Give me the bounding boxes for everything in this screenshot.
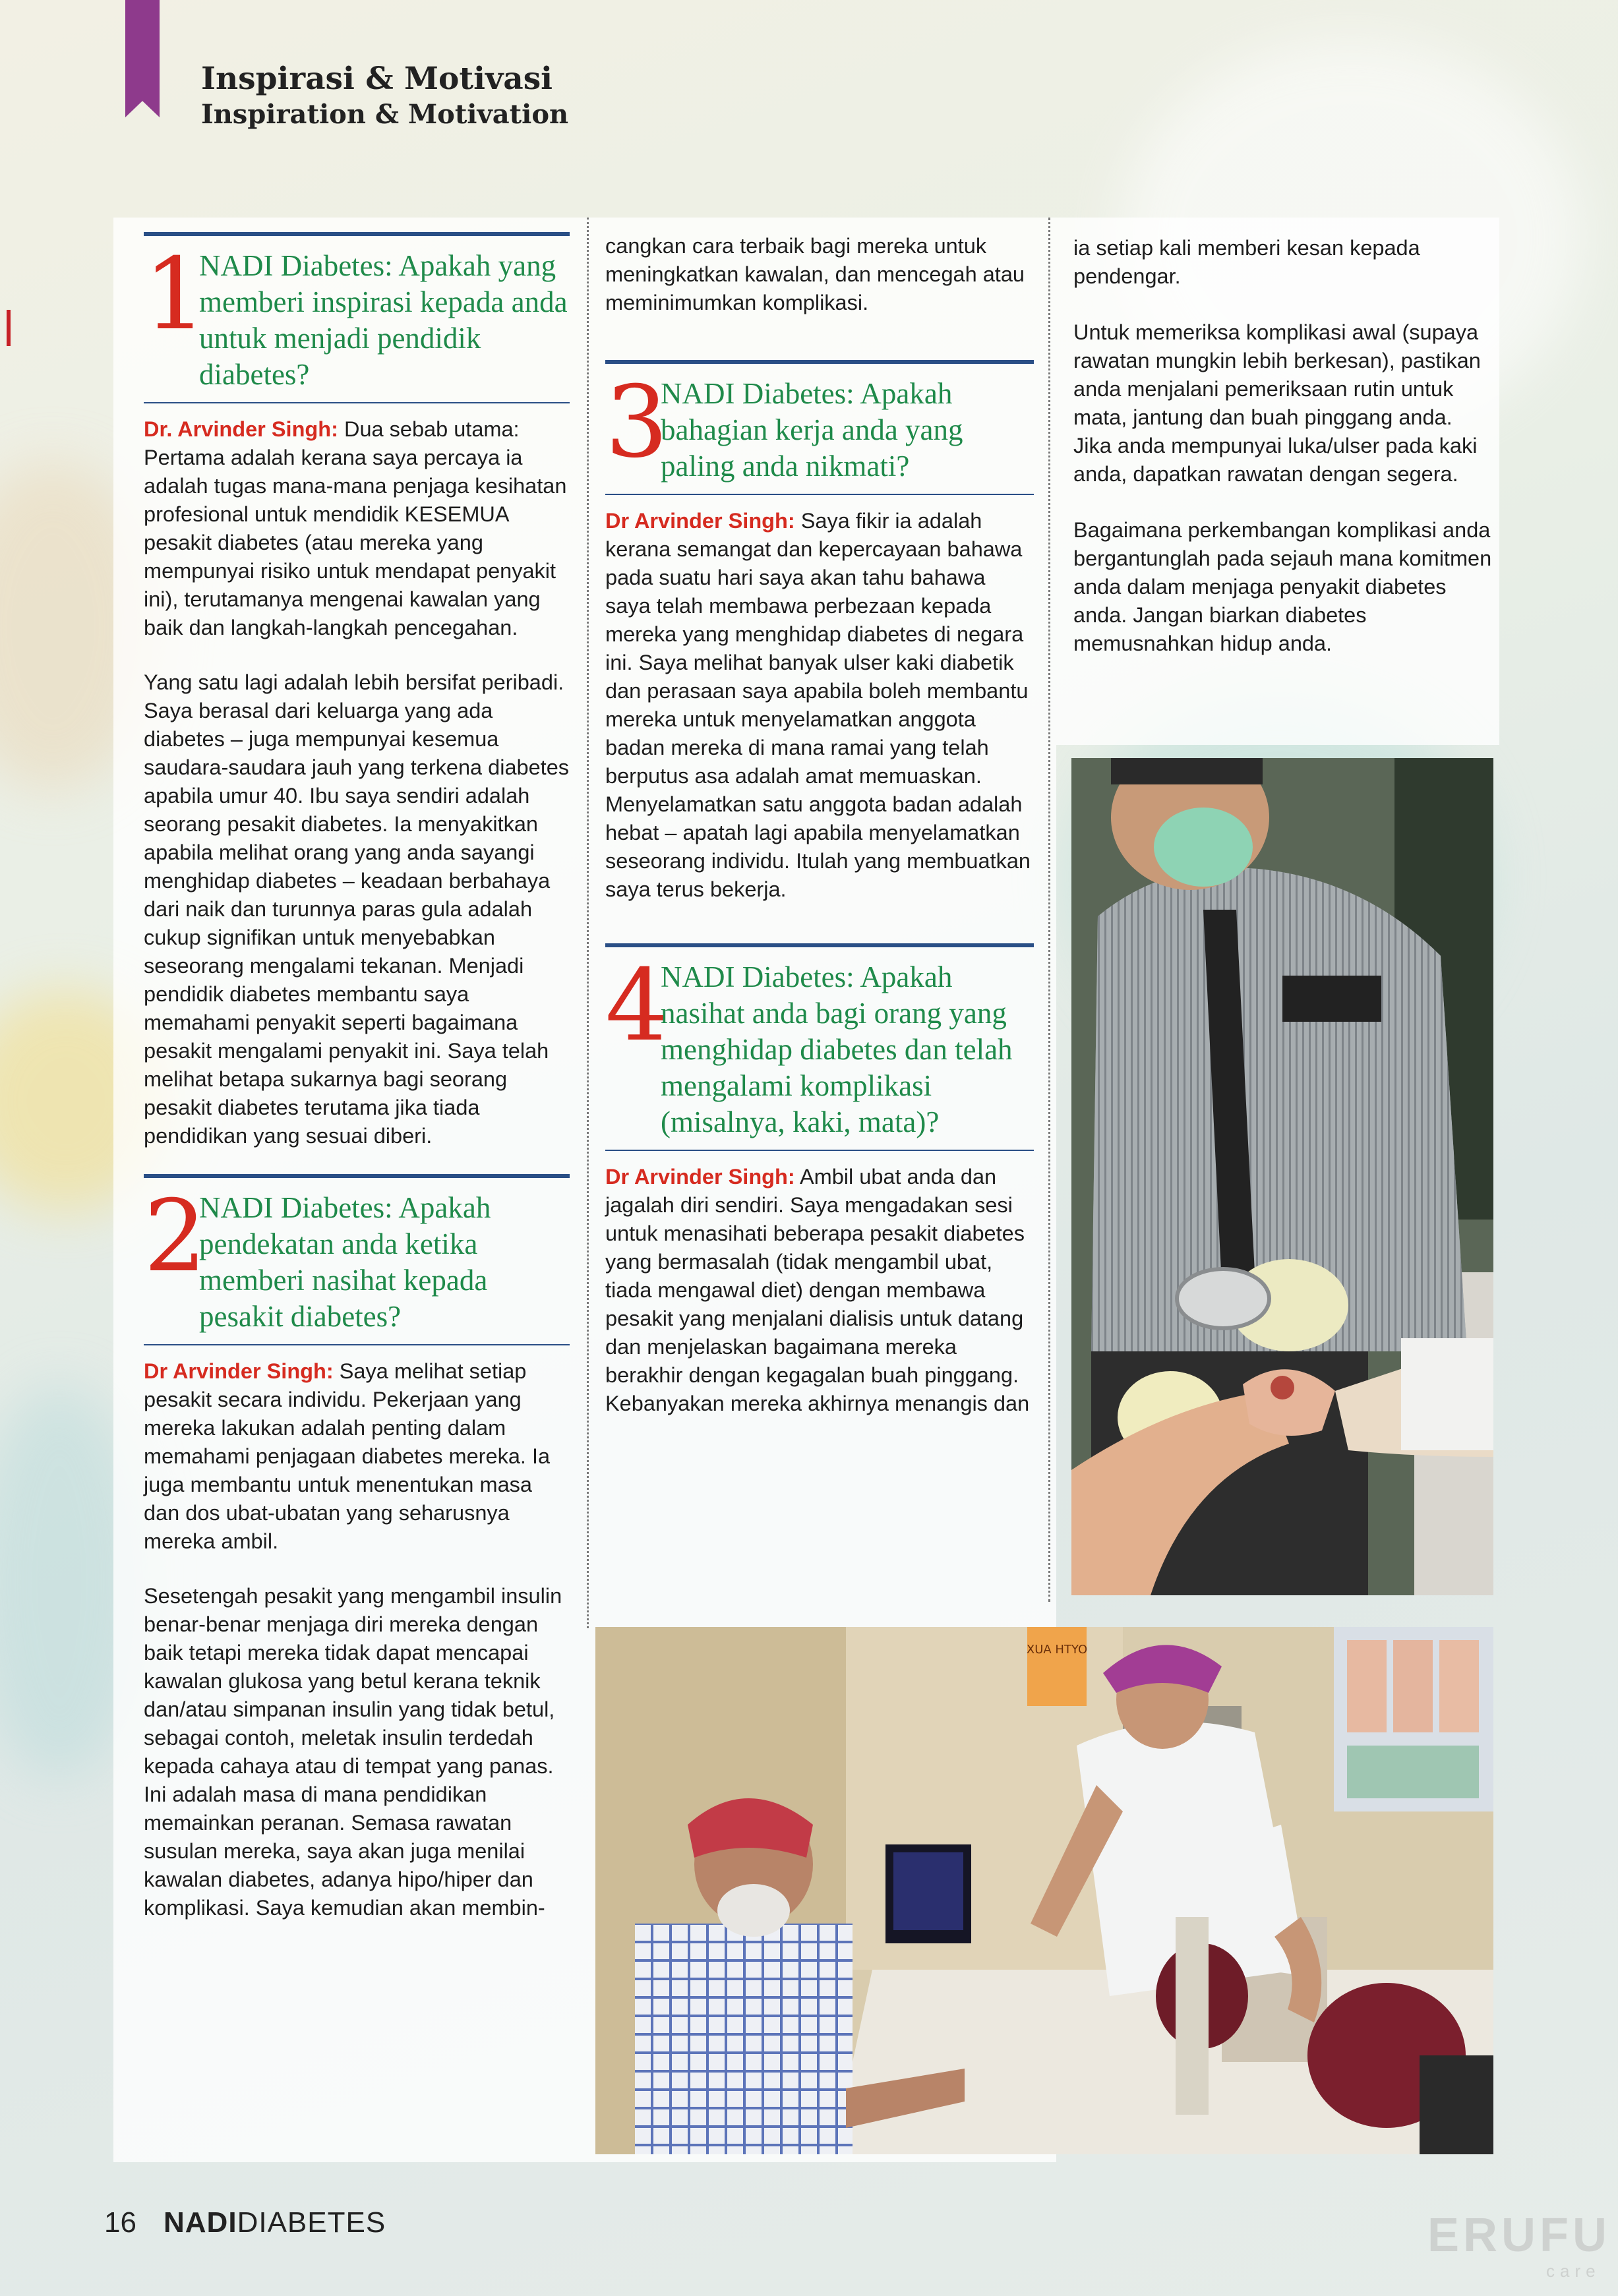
question-3 (605, 360, 1034, 495)
answer-text: Saya melihat setiap pesakit secara individu. Pekerjaan yang mereka lakukan adalah penting dalam memahami penjagaan diabetes mereka. Ia juga membantu untuk menentukan masa dan dos ubat-ubatan yang seharusnya mereka ambil. (144, 1359, 551, 1553)
answer-1-paragraph-2: Yang satu lagi adalah lebih bersifat peribadi. Saya berasal dari keluarga yang ada diabetes – juga mempunyai kesemua saudara-saudara jauh yang terkena diabetes apabila umur 40. Ibu saya sendiri adalah seorang pesakit diabetes. Ia menyakitkan apabila melihat orang yang anda sayangi menghidap diabetes – keadaan berbahaya dari naik dan turunnya paras gula adalah cukup signifikan untuk menyebabkan seseorang mengalami tekanan. Menjadi pendidik diabetes membantu saya memahami penyakit seperti bagaimana pesakit mengalami penyakit ini. Saya telah melihat betapa sukarnya bagi seorang pesakit diabetes terutama jika tiada pendidikan yang sesuai diberi. (144, 670, 570, 1148)
brand-bold: NADI (164, 2206, 237, 2239)
edge-marker (7, 310, 11, 346)
question-text: NADI Diabetes: Apakah bahagian kerja anda yang paling anda nikmati? (661, 377, 963, 483)
answer-text: Dua sebab utama: Pertama adalah kerana saya percaya ia adalah tugas mana-mana penjaga kesihatan profesional untuk mendidik KESEMUA pesakit diabetes (atau mereka yang mempunyai risiko untuk mendapat penyakit ini), terutamanya mengenai kawalan yang baik dan langkah-langkah pencegahan. (144, 417, 567, 639)
answer-text: Ambil ubat anda dan jagalah diri sendiri. Saya mengadakan sesi untuk menasihati beberapa pesakit diabetes yang bermasalah (tidak mengambil ubat, tiada mengawal diet) dengan membawa pesakit yang menjalani dialisis untuk datang dan menjelaskan bagaimana mereka berakhir dengan kegagalan buah pinggang. Kebanyakan mereka akhirnya menangis dan (605, 1165, 1030, 1415)
answer-2-paragraph-2: Sesetengah pesakit yang mengambil insulin benar-benar menjaga diri mereka dengan baik tetapi mereka tidak dapat mencapai kawalan glukosa yang betul kerana teknik dan/atau simpanan insulin yang tidak betul, sebagai contoh, meletak insulin terdedah kepada cahaya atau di tempat yang panas. Ini adalah masa di mana pendidikan memainkan peranan. Semasa rawatan susulan mereka, saya akan juga menilai kawalan diabetes, adanya hipo/hiper dan komplikasi. Saya kemudian akan membin- (144, 1584, 562, 1920)
column-3-paragraph-2: Bagaimana perkembangan komplikasi anda bergantunglah pada sejauh mana komitmen anda dalam menjaga penyakit diabetes anda. Jangan biarkan diabetes memusnahkan hidup anda. (1073, 518, 1492, 655)
question-number: 4 (605, 949, 669, 1063)
magazine-brand (164, 2206, 386, 2239)
speaker-name: Dr. Arvinder Singh: (144, 417, 338, 441)
section-ribbon (125, 0, 160, 117)
watermark-sub: care (1546, 2261, 1601, 2281)
answer-2-paragraph-1 (144, 1357, 570, 1556)
speaker-name: Dr Arvinder Singh: (144, 1359, 334, 1383)
question-text: NADI Diabetes: Apakah nasihat anda bagi orang yang menghidap diabetes dan telah mengalami komplikasi (misalnya, kaki, mata)? (661, 960, 1013, 1138)
photo-consultation-illustration (595, 1627, 1493, 2154)
question-number: 2 (144, 1179, 207, 1294)
section-title-en: Inspiration & Motivation (201, 99, 569, 130)
section-title-my: Inspirasi & Motivasi (201, 61, 553, 97)
question-2 (144, 1174, 570, 1345)
column-3-paragraph-1: Untuk memeriksa komplikasi awal (supaya rawatan mungkin lebih berkesan), pastikan anda menjalani pemeriksaan rutin untuk mata, jantung dan buah pinggang anda. Jika anda mempunyai luka/ulser pada kaki anda, dapatkan rawatan dengan segera. (1073, 320, 1481, 486)
question-number: 3 (605, 365, 669, 480)
continued-text: cangkan cara terbaik bagi mereka untuk meningkatkan kawalan, dan mencegah atau meminimumkan komplikasi. (605, 234, 1025, 314)
question-text: NADI Diabetes: Apakah pendekatan anda ketika memberi nasihat kepada pesakit diabetes? (199, 1191, 491, 1333)
photo-consultation-desk (595, 1627, 1493, 2154)
column-divider (587, 218, 589, 1628)
answer-text: Saya fikir ia adalah kerana semangat dan kepercayaan bahawa pada suatu hari saya akan tahu bahawa saya telah membawa perbezaan kepada mereka yang menghidap diabetes di negara ini. Saya melihat banyak ulser kaki diabetik dan perasaan saya apabila boleh membantu mereka untuk menyelamatkan anggota badan mereka di mana ramai yang telah berputus asa adalah amat memuaskan. Menyelamatkan satu anggota badan adalah hebat – apatah lagi apabila menyelamatkan seseorang individu. Itulah yang membuatkan saya terus bekerja. (605, 509, 1031, 901)
speaker-name: Dr Arvinder Singh: (605, 1165, 795, 1189)
question-number: 1 (144, 237, 207, 352)
speaker-name: Dr Arvinder Singh: (605, 509, 795, 533)
question-text: NADI Diabetes: Apakah yang memberi inspirasi kepada anda untuk menjadi pendidik diabetes? (199, 249, 568, 391)
answer-3-paragraph-1 (605, 507, 1034, 904)
watermark-logo: ERUFU (1427, 2209, 1611, 2262)
page-number: 16 (104, 2206, 136, 2239)
photo-foot-illustration (1071, 758, 1493, 1595)
brand-rest: DIABETES (237, 2206, 386, 2239)
question-1 (144, 232, 570, 403)
column-divider (1048, 218, 1050, 1602)
answer-4-paragraph-1 (605, 1163, 1034, 1418)
eye-chart-text: XUA HTYO (1026, 1643, 1088, 1657)
answer-1-paragraph-1 (144, 415, 570, 642)
photo-doctor-examining-foot (1071, 758, 1493, 1595)
column-3 (1073, 234, 1495, 684)
column-2 (605, 232, 1034, 1444)
continued-text: ia setiap kali memberi kesan kepada pendengar. (1073, 236, 1420, 288)
column-1 (144, 232, 570, 1949)
question-4 (605, 943, 1034, 1151)
